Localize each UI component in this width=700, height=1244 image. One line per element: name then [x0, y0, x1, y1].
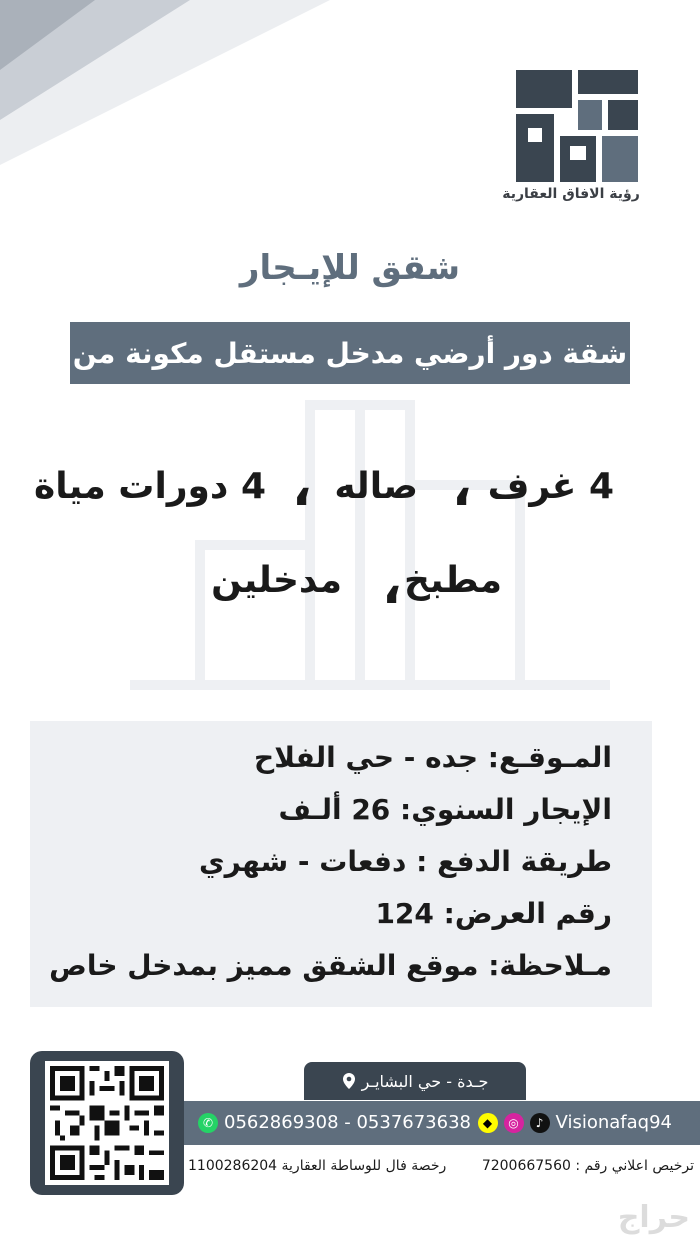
phones-group — [198, 1112, 471, 1133]
detail-payment: طريقة الدفع : دفعات - شهري — [199, 845, 612, 878]
feature-kitchen: مطبخ — [404, 560, 502, 601]
whatsapp-icon[interactable]: ✆ — [198, 1113, 218, 1133]
detail-offer-number: رقم العرض: 124 — [375, 897, 612, 930]
fal-license: رخصة فال للوساطة العقارية 1100286204 — [188, 1158, 447, 1174]
detail-location: المـوقـع: جده - حي الفلاح — [254, 741, 612, 774]
detail-rent: الإيجار السنوي: 26 ألـف — [278, 793, 612, 826]
license-line — [184, 1152, 700, 1182]
corner-decoration — [0, 0, 340, 180]
feature-separator: ، — [292, 458, 312, 518]
site-watermark: حراج — [617, 1200, 690, 1235]
brand-caption: رؤية الافاق العقارية — [502, 186, 640, 202]
building-watermark-icon — [130, 395, 610, 695]
brand-logo-icon — [514, 68, 640, 186]
tiktok-icon[interactable]: ♪ — [530, 1113, 550, 1133]
details-panel — [30, 721, 652, 1007]
contact-bar — [184, 1101, 700, 1145]
page-title: شقق للإيـجار — [239, 248, 461, 288]
qr-code-icon[interactable] — [45, 1061, 169, 1185]
description-banner: شقة دور أرضي مدخل مستقل مكونة من — [70, 322, 630, 384]
feature-separator: ، — [382, 556, 402, 616]
detail-note: مـلاحظة: موقع الشقق مميز بمدخل خاص — [49, 949, 612, 982]
phone-numbers[interactable]: 0562869308 - 0537673638 — [224, 1112, 471, 1133]
ad-license: ترخيص اعلاني رقم : 7200667560 — [481, 1158, 694, 1174]
social-handle[interactable]: Visionafaq94 — [555, 1112, 672, 1133]
feature-separator: ، — [452, 458, 472, 518]
feature-hall: صاله — [334, 466, 418, 507]
snapchat-icon[interactable]: ◆ — [478, 1113, 498, 1133]
footer-location-label: جـدة - حي البشايـر — [361, 1071, 489, 1091]
feature-rooms: 4 غرف — [487, 466, 614, 507]
social-group — [478, 1112, 672, 1133]
instagram-icon[interactable]: ◎ — [504, 1113, 524, 1133]
footer-location — [304, 1062, 526, 1100]
feature-bathrooms: 4 دورات مياة — [34, 466, 266, 507]
location-pin-icon — [342, 1072, 356, 1090]
feature-entrances: مدخلين — [211, 560, 342, 601]
